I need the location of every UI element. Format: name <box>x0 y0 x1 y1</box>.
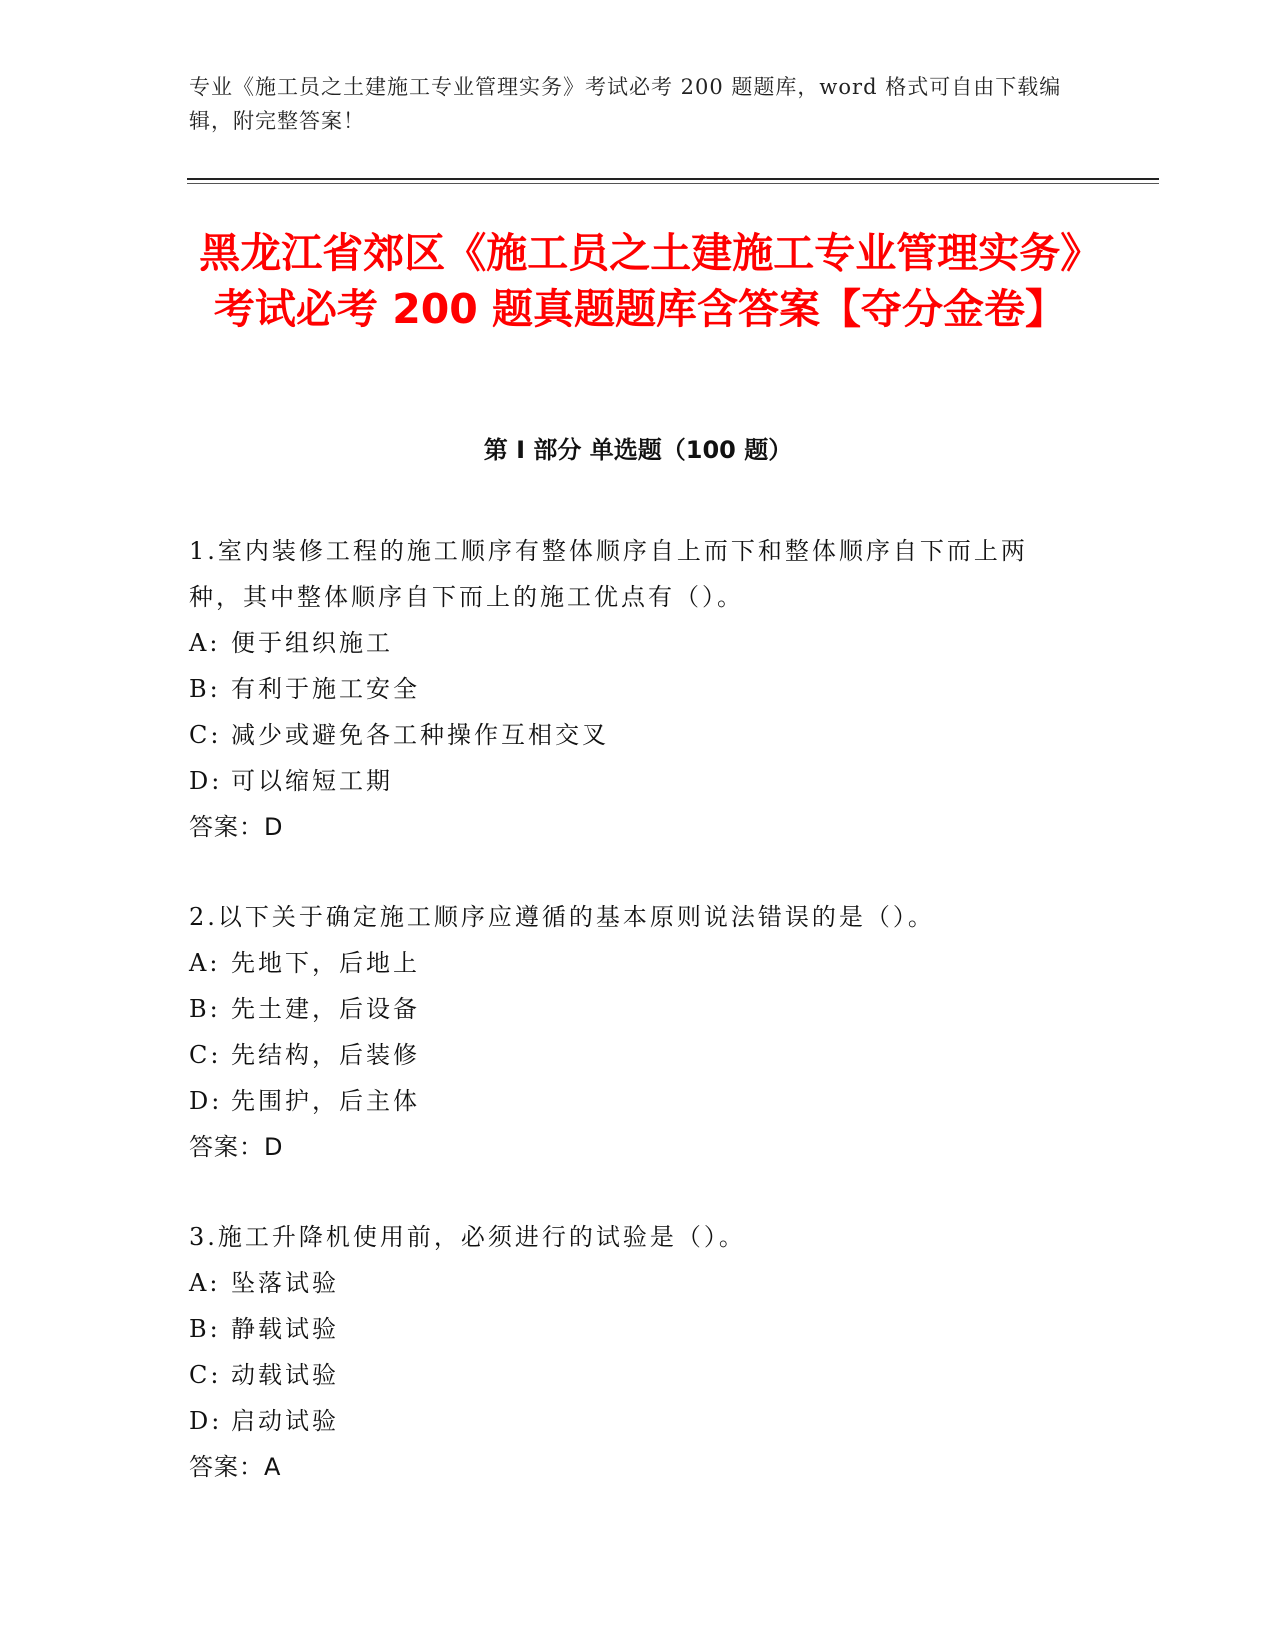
option-d <box>189 1398 1069 1444</box>
question-list <box>189 528 1069 1534</box>
document-title: 黑龙江省郊区《施工员之土建施工专业管理实务》考试必考 200 题真题题库含答案【夺分金卷】 <box>199 229 1081 333</box>
option-d <box>189 758 1069 804</box>
option-text: 启动试验 <box>231 1407 339 1435</box>
option-b <box>189 666 1069 712</box>
option-text: 先围护，后主体 <box>231 1087 420 1115</box>
question-2 <box>189 894 1069 1170</box>
option-text: 便于组织施工 <box>231 629 393 657</box>
option-text: 静载试验 <box>231 1315 339 1343</box>
question-stem: 3.施工升降机使用前，必须进行的试验是（）。 <box>189 1223 746 1251</box>
option-text: 先土建，后设备 <box>231 995 420 1023</box>
option-b <box>189 986 1069 1032</box>
option-key: B: <box>189 675 221 703</box>
section-title: 第 I 部分 单选题（100 题） <box>483 436 793 464</box>
option-c <box>189 1352 1069 1398</box>
option-c <box>189 712 1069 758</box>
option-key: C: <box>189 1041 222 1069</box>
option-c <box>189 1032 1069 1078</box>
option-text: 坠落试验 <box>231 1269 339 1297</box>
answer-line: 答案：A <box>189 1453 282 1481</box>
option-text: 动载试验 <box>231 1361 339 1389</box>
header-note: 专业《施工员之土建施工专业管理实务》考试必考 200 题题库，word 格式可自由下载编辑，附完整答案！ <box>189 75 1062 133</box>
option-key: B: <box>189 1315 221 1343</box>
option-key: A: <box>189 629 221 657</box>
header-divider-thick <box>187 178 1159 180</box>
option-d <box>189 1078 1069 1124</box>
option-key: C: <box>189 721 222 749</box>
option-key: A: <box>189 949 221 977</box>
option-text: 先结构，后装修 <box>231 1041 420 1069</box>
option-b <box>189 1306 1069 1352</box>
option-key: B: <box>189 995 221 1023</box>
option-key: D: <box>189 1087 223 1115</box>
answer-line: 答案：D <box>189 1133 284 1161</box>
option-a <box>189 620 1069 666</box>
option-a <box>189 1260 1069 1306</box>
option-key: A: <box>189 1269 221 1297</box>
question-stem: 1.室内装修工程的施工顺序有整体顺序自上而下和整体顺序自下而上两种，其中整体顺序自下而上的施工优点有（）。 <box>189 537 1028 611</box>
question-3 <box>189 1214 1069 1490</box>
option-key: D: <box>189 767 223 795</box>
option-text: 减少或避免各工种操作互相交叉 <box>231 721 609 749</box>
option-key: C: <box>189 1361 222 1389</box>
answer-line: 答案：D <box>189 813 284 841</box>
header-divider-thin <box>187 183 1159 184</box>
option-a <box>189 940 1069 986</box>
option-text: 可以缩短工期 <box>231 767 393 795</box>
question-1 <box>189 528 1069 850</box>
question-stem: 2.以下关于确定施工顺序应遵循的基本原则说法错误的是（）。 <box>189 903 935 931</box>
option-key: D: <box>189 1407 223 1435</box>
option-text: 有利于施工安全 <box>231 675 420 703</box>
option-text: 先地下，后地上 <box>231 949 420 977</box>
